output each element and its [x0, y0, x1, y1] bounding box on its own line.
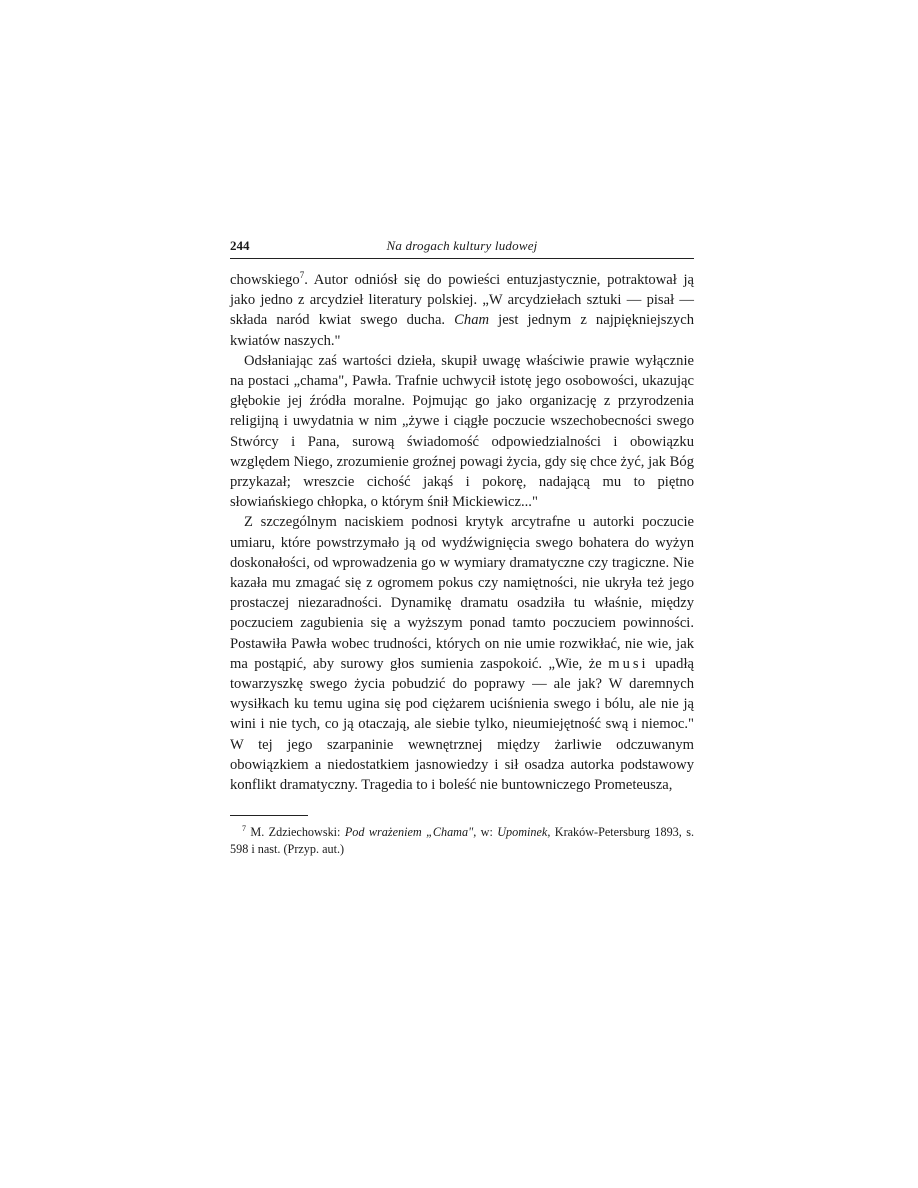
page-number: 244	[230, 238, 250, 253]
footnote-rest: Kraków-Petersburg 1893, s. 598 i nast. (Przyp. aut.)	[230, 825, 695, 857]
footnote-divider	[230, 815, 308, 816]
paragraph-3-part-2: upadłą towarzyszkę swego życia pobudzić do poprawy — ale jak? W daremnych wysiłkach ku temu ugina się pod ciężarem uciśnienia swego i bólu, ale nie ją wini i nie tych, co ją otaczają, ale siebie tylko, nieumiejętność swą i niemoc." W tej jego szarpaninie wewnętrznej między żarliwie odczuwanym obowiązkiem a niedostatkiem jasnowiedzy i sił osadza autorka podstawowy konflikt dramatyczny. Tragedia to i boleść nie buntowniczego Prometeusza,	[230, 655, 694, 794]
paragraph-2: Odsłaniając zaś wartości dzieła, skupił uwagę właściwie prawie wyłącznie na postaci „chama", Pawła. Trafnie uchwycił istotę jego osobowości, ukazując głębokie jej źródła moralne. Pojmując go jako organizację z przyrodzenia religijną i uwydatnia w nim „żywe i ciągłe poczucie wszechobecności swego Stwórcy i Pana, surową świadomość odpowiedzialności i obowiązku względem Niego, zrozumienie groźnej powagi życia, gdy się chce żyć, jak Bóg przykazał; wreszcie cichość jakąś i pokorę, nadającą mu to piętno słowiańskiego chłopka, o którym śnił Mickiewicz..."	[230, 352, 694, 511]
paragraph-3-part-1: Z szczególnym naciskiem podnosi krytyk arcytrafne u autorki poczucie umiaru, które powstrzymało ją od wydźwignięcia swego bohatera do wyżyn doskonałości, od wprowadzenia go w wymiary dramatyczne czy tragiczne. Nie kazała mu zmagać się z ogromem pokus czy namiętności, nie ukryła też jego prostaczej niezaradności. Dynamikę dramatu osadziła tu właśnie, między poczuciem zagubienia się a wyższym ponad tamto poczuciem powinności. Postawiła Pawła wobec trudności, których on nie umie rozwikłać, nie wie, jak ma postąpić, aby surowy głos sumienia zaspokoić. „Wie, że	[230, 514, 694, 672]
paragraph-1-title: Cham	[454, 312, 490, 329]
body-text	[230, 270, 694, 795]
running-head: Na drogach kultury ludowej	[386, 238, 538, 253]
footnote-author: M. Zdziechowski:	[246, 825, 345, 840]
page-header	[230, 236, 694, 259]
paragraph-1-part-2: . Autor odniósł się do powieści entuzjastycznie, potraktował ją jako jedno z arcydzieł literatury polskiej. „W arcydziełach sztuki — pisał — składa naród kwiat swego ducha.	[230, 272, 694, 329]
paragraph-1-part-1: chowskiego	[230, 272, 300, 288]
footnote	[230, 824, 694, 858]
paragraph-1	[230, 270, 694, 351]
paragraph-3	[230, 512, 694, 795]
paragraph-1-part-3: jest jednym z najpiękniejszych kwiatów naszych."	[230, 312, 694, 349]
footnote-number: 7	[242, 824, 246, 834]
footnote-title: Pod wrażeniem „Chama"	[344, 825, 474, 840]
spaced-emphasis: musi	[608, 655, 649, 672]
footnote-mid: , w:	[473, 825, 498, 840]
footnote-reference: 7	[299, 270, 305, 281]
book-page	[230, 236, 694, 858]
footnote-source: Upominek,	[497, 825, 551, 840]
